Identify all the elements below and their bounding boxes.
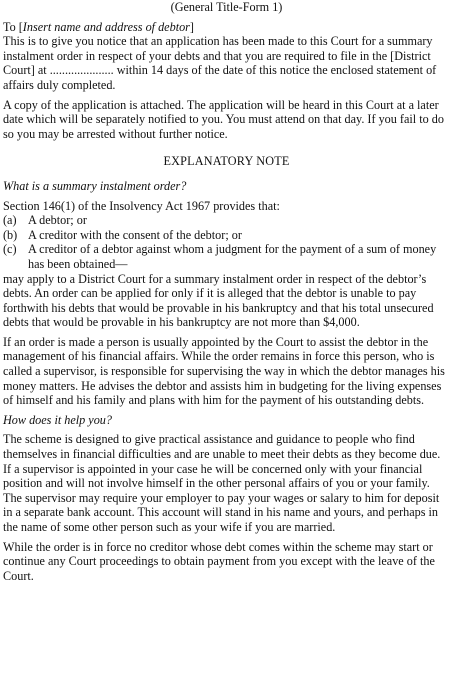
notice-paragraph-2: A copy of the application is attached. The application will be heard in this Court at a later date which will be separately notified to you. You must attend on that day. If you fail to do so you may be arrested without further notice.	[3, 97, 444, 141]
addressee-placeholder: Insert name and address of debtor	[22, 19, 190, 34]
question-what-is-order: What is a summary instalment order?	[3, 178, 187, 193]
list-item	[3, 228, 450, 243]
form-title: (General Title-Form 1)	[170, 0, 283, 14]
creditor-paragraph: While the order is in force no creditor whose debt comes within the scheme may start or continue any Court proceedings to obtain payment from you except with the leave of the Court.	[3, 539, 435, 583]
addressee-line	[3, 20, 450, 35]
list-item-text: A debtor; or	[28, 213, 87, 228]
explanatory-note-heading: EXPLANATORY NOTE	[163, 154, 290, 169]
question-how-helps: How does it help you?	[3, 412, 112, 427]
list-item	[3, 242, 450, 271]
supervisor-paragraph: If an order is made a person is usually appointed by the Court to assist the debtor in the management of his financial affairs. While the order remains in force this person, who is called a supervisor, is responsible for supervising the way in which the debtor manages his money matters. He advises the debtor and assists him in budgeting for the living expenses of himself and his family and plans with him for the payment of his outstanding debts.	[3, 334, 445, 408]
eligibility-paragraph: may apply to a District Court for a summary instalment order in respect of the debtor’s debts. An order can be applied for only if it is alleged that the debtor is unable to pay forthwith his debts that would be provable in his bankruptcy and that his total unsecured debts that would be provable in his bankruptcy are not more than $4,000.	[3, 271, 434, 330]
list-item-label: (a)	[3, 213, 17, 228]
list-item-label: (c)	[3, 242, 17, 257]
section-intro: Section 146(1) of the Insolvency Act 1967 provides that:	[3, 198, 280, 213]
scheme-paragraph: The scheme is designed to give practical assistance and guidance to people who find themselves in financial difficulties and are unable to meet their debts as they become due. If a supervisor is appointed in your case he will be concerned only with your financial position and will not involve himself in the other personal affairs of you or your family. The supervisor may require your employer to pay your wages or salary to him for deposit in a separate bank account. This account will stand in his name and yours, and perhaps in the name of some other person such as your wife if you are married.	[3, 432, 441, 534]
list-item-text: A creditor with the consent of the debtor; or	[28, 227, 242, 242]
list-item	[3, 213, 450, 228]
addressee-prefix: To [	[3, 19, 23, 34]
addressee-suffix: ]	[189, 19, 194, 34]
list-item-label: (b)	[3, 227, 18, 242]
notice-paragraph-1: This is to give you notice that an application has been made to this Court for a summary instalment order in respect of your debts and that you are required to file in the [District Court] at ..................... within 14 days of the date of this notice the enclosed statement of affairs duly completed.	[3, 34, 437, 92]
list-item-text: A creditor of a debtor against whom a judgment for the payment of a sum of money has been obtained—	[28, 242, 437, 271]
applicant-list	[3, 213, 450, 271]
